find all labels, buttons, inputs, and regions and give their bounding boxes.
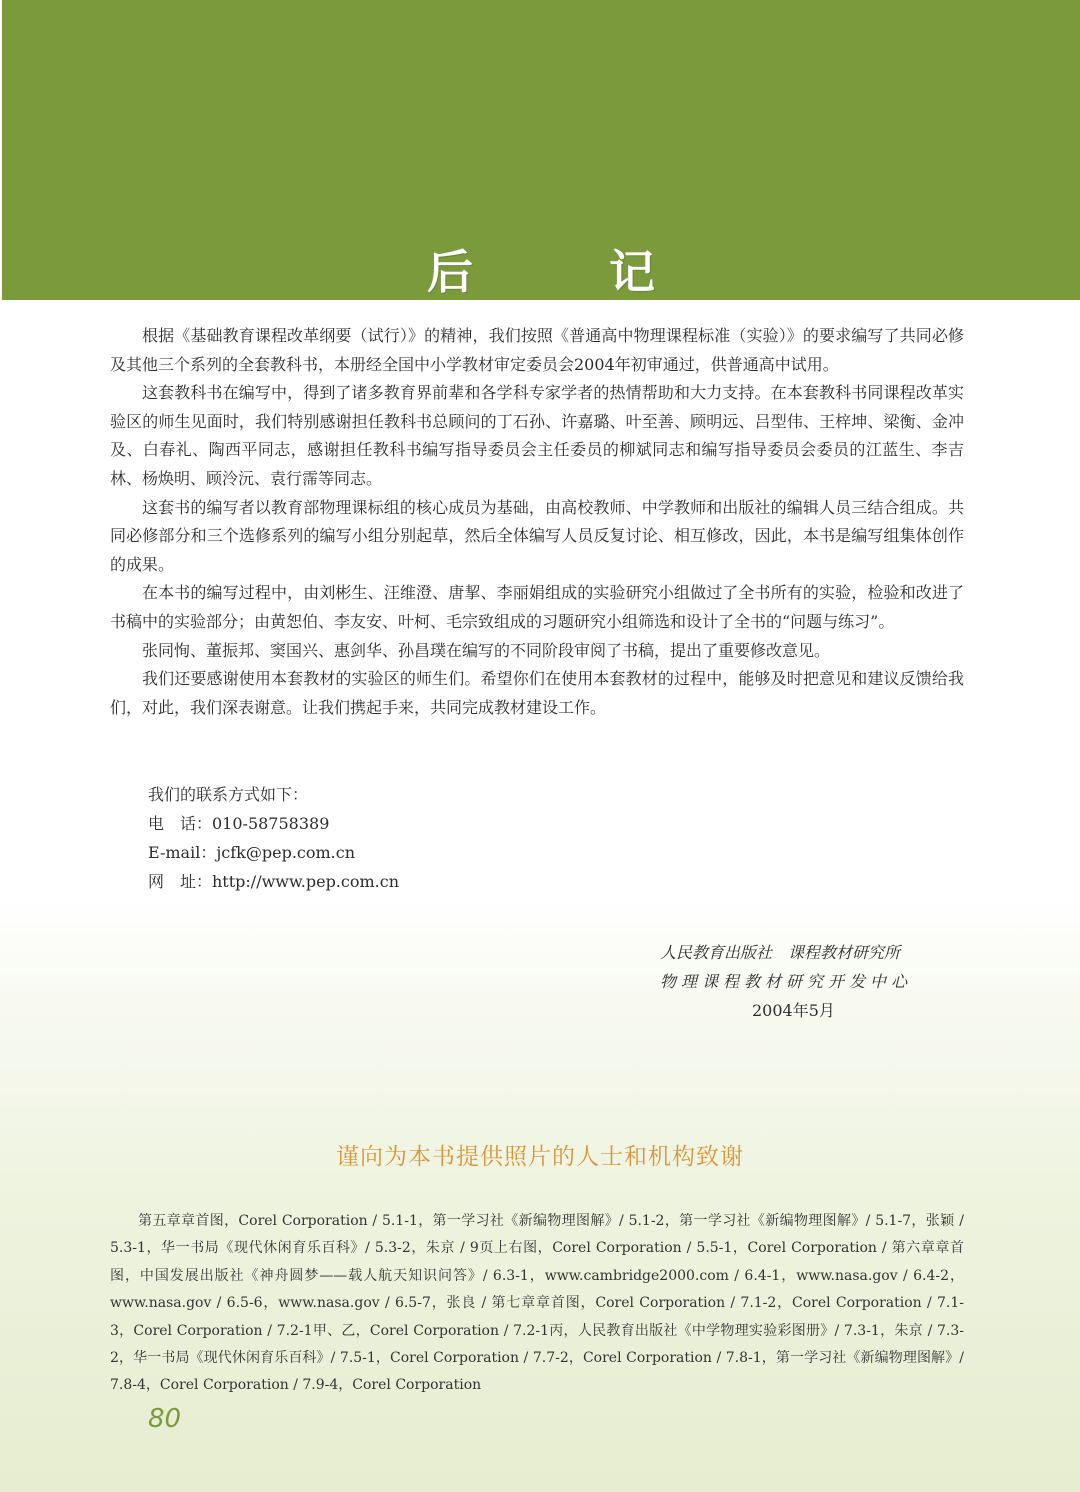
contact-website: 网 址：http://www.pep.com.cn (148, 872, 400, 891)
contact-info (148, 780, 399, 896)
contact-phone: 电 话：010-58758389 (148, 814, 330, 833)
paragraph: 根据《基础教育课程改革纲要（试行）》的精神，我们按照《普通高中物理课程标准（实验）》的要求编写了共同必修及其他三个系列的全套教科书，本册经全国中小学教材审定委员会2004年初审通过，供普通高中试用。 (110, 326, 964, 374)
paragraph: 张同恂、董振邦、窦国兴、惠剑华、孙昌璞在编写的不同阶段审阅了书稿，提出了重要修改意见。 (142, 640, 831, 660)
paragraph: 在本书的编写过程中，由刘彬生、汪维澄、唐挈、李丽娟组成的实验研究小组做过了全书所有的实验，检验和改进了书稿中的实验部分；由黄恕伯、李友安、叶柯、毛宗致组成的习题研究小组筛选和设计了全书的“问题与练习”。 (110, 583, 964, 631)
photo-credits: 第五章章首图，Corel Corporation / 5.1-1，第一学习社《新编物理图解》/ 5.1-2，第一学习社《新编物理图解》/ 5.1-7，张颖 / 5.3-1，华一书局《现代休闲育乐百科》/ 5.3-2，朱京 / 9页上右图，Corel Corporation / 5.5-1，Corel Corporation / 第六章章首图，中国发展出版社《神舟圆梦——载人航天知识问答》/ 6.3-1，www.cambridge2000.com / 6.4-1，www.nasa.gov / 6.4-2，www.nasa.gov / 6.5-6，www.nasa.gov / 6.5-7，张良 / 第七章章首图，Corel Corporation / 7.1-2，Corel Corporation / 7.1-3，Corel Corporation / 7.2-1甲、乙，Corel Corporation / 7.2-1丙，人民教育出版社《中学物理实验彩图册》/ 7.3-1，朱京 / 7.3-2，华一书局《现代休闲育乐百科》/ 7.5-1，Corel Corporation / 7.7-2，Corel Corporation / 7.8-1，第一学习社《新编物理图解》/ 7.8-4，Corel Corporation / 7.9-4，Corel Corporation (110, 1213, 964, 1394)
signature-publisher: 人民教育出版社 课程教材研究所 (660, 943, 901, 962)
paragraph: 这套教科书在编写中，得到了诸多教育界前辈和各学科专家学者的热情帮助和大力支持。在本套教科书同课程改革实验区的师生见面时，我们特别感谢担任教科书总顾问的丁石孙、许嘉璐、叶至善、顾明远、吕型伟、王梓坤、梁衡、金冲及、白春礼、陶西平同志，感谢担任教科书编写指导委员会主任委员的柳斌同志和编写指导委员会委员的江蓝生、李吉林、杨焕明、顾泠沅、袁行霈等同志。 (110, 383, 964, 488)
page-title: 后 记 (426, 245, 715, 299)
signature-block (660, 938, 950, 1025)
signature-center: 物理课程教材研究开发中心 (660, 972, 913, 991)
paragraph: 这套书的编写者以教育部物理课标组的核心成员为基础，由高校教师、中学教师和出版社的编辑人员三结合组成。共同必修部分和三个选修系列的编写小组分别起草，然后全体编写人员反复讨论、相互修改，因此，本书是编写组集体创作的成果。 (110, 497, 964, 574)
contact-intro: 我们的联系方式如下： (148, 785, 309, 804)
header-band (2, 0, 1080, 300)
signature-date: 2004年5月 (752, 1001, 835, 1020)
afterword-body (110, 322, 964, 722)
page-number: 80 (148, 1404, 182, 1434)
contact-email: E-mail：jcfk@pep.com.cn (148, 843, 356, 862)
acknowledgement-heading: 谨向为本书提供照片的人士和机构致谢 (336, 1144, 744, 1170)
paragraph: 我们还要感谢使用本套教材的实验区的师生们。希望你们在使用本套教材的过程中，能够及时把意见和建议反馈给我们，对此，我们深表谢意。让我们携起手来，共同完成教材建设工作。 (110, 669, 964, 717)
